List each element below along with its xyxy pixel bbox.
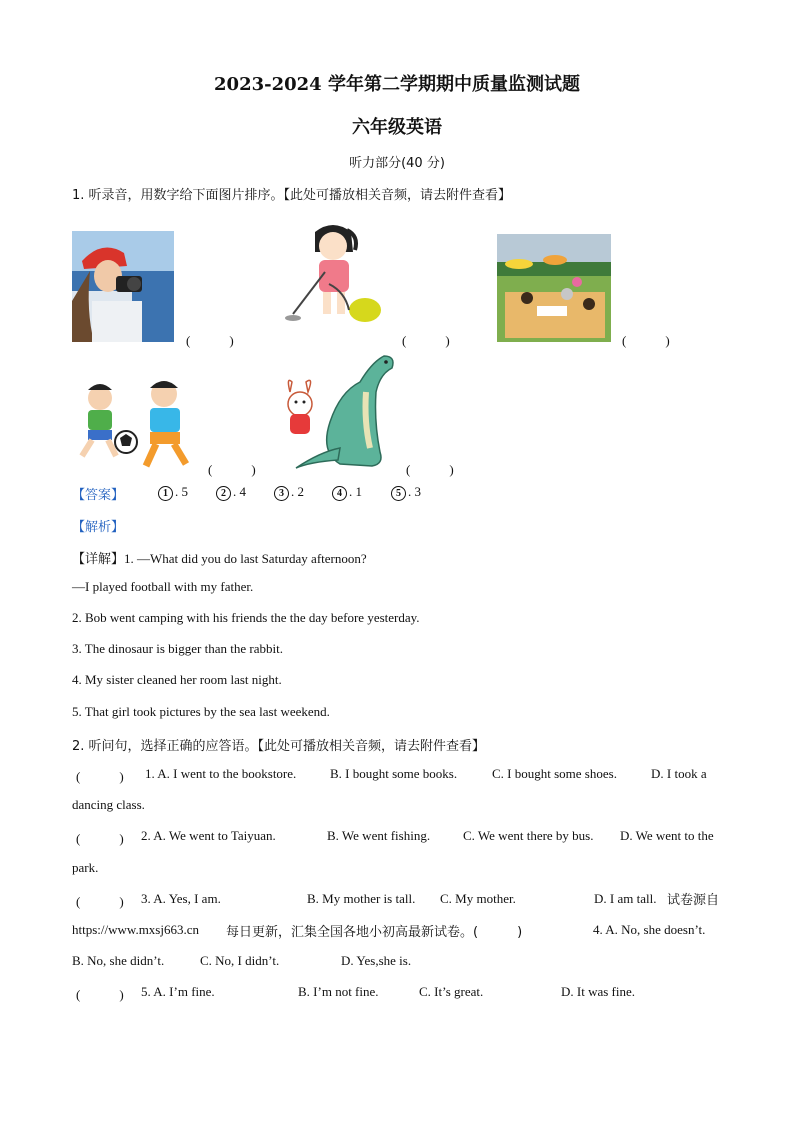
answer-value: . 1 — [349, 484, 362, 499]
answer-value: . 4 — [233, 484, 246, 499]
q2-1-option-c: C. I bought some shoes. — [492, 766, 617, 781]
answer-value: . 5 — [175, 484, 188, 499]
q2-1-option-b: B. I bought some books. — [330, 766, 458, 781]
analysis-line-5: 4. My sister cleaned her room last night. — [72, 672, 282, 687]
answer-label: 【答案】 — [72, 488, 125, 503]
answer-item-5 — [391, 484, 421, 501]
q1-answer-blank-5[interactable]: ( ) — [406, 462, 454, 477]
photo-girl-camera-icon — [72, 231, 174, 342]
q1-answer-blank-1[interactable]: ( ) — [186, 333, 234, 348]
detail-label: 【详解】 — [72, 552, 125, 567]
promo-text: 每日更新，汇集全国各地小初高最新试卷。( ) — [226, 925, 523, 940]
q2-4-option-c: C. No, I didn’t. — [200, 953, 280, 968]
q1-answer-blank-3[interactable]: ( ) — [622, 333, 670, 348]
q1-answer-blank-4[interactable]: ( ) — [208, 462, 256, 477]
photo-picnic-icon — [497, 234, 611, 342]
section-heading: 听力部分(40 分) — [349, 156, 445, 171]
analysis-line-1 — [72, 548, 367, 567]
q2-3-option-a: 3. A. Yes, I am. — [141, 891, 221, 906]
source-note: 试卷源自 — [667, 893, 720, 908]
q2-3-option-d: D. I am tall. — [594, 891, 657, 906]
analysis-line-4: 3. The dinosaur is bigger than the rabbit. — [72, 641, 283, 656]
q2-blank-1[interactable]: ( ) — [76, 769, 124, 784]
analysis-line-2: —I played football with my father. — [72, 579, 254, 594]
girl-vacuuming-icon — [285, 222, 385, 327]
q2-blank-3[interactable]: ( ) — [76, 894, 124, 909]
rabbit-dinosaur-icon — [280, 352, 400, 472]
answer-item-1 — [158, 484, 188, 501]
q2-5-option-c: C. It’s great. — [419, 984, 484, 999]
q2-4-option-d: D. Yes,she is. — [341, 953, 412, 968]
q1-prompt: 1. 听录音，用数字给下面图片排序。【此处可播放相关音频，请去附件查看】 — [72, 188, 512, 203]
analysis-label: 【解析】 — [72, 520, 125, 535]
answer-value: . 3 — [408, 484, 421, 499]
exam-title: 2023-2024 学年第二学期期中质量监测试题 — [214, 74, 580, 95]
q2-3-option-b: B. My mother is tall. — [307, 891, 416, 906]
exam-subtitle: 六年级英语 — [352, 117, 442, 138]
circled-number: 3 — [274, 486, 289, 501]
answer-item-2 — [216, 484, 246, 501]
circled-number: 4 — [332, 486, 347, 501]
q2-2-option-b: B. We went fishing. — [327, 828, 431, 843]
answer-item-3 — [274, 484, 304, 501]
q2-1-option-a: 1. A. I went to the bookstore. — [145, 766, 297, 781]
q2-2-option-d: D. We went to the — [620, 828, 714, 843]
circled-number: 2 — [216, 486, 231, 501]
q2-5-option-d: D. It was fine. — [561, 984, 636, 999]
q2-prompt: 2. 听问句，选择正确的应答语。【此处可播放相关音频，请去附件查看】 — [72, 739, 486, 754]
q2-2-option-a: 2. A. We went to Taiyuan. — [141, 828, 276, 843]
answer-value: . 2 — [291, 484, 304, 499]
q2-1-option-d: D. I took a — [651, 766, 707, 781]
q2-5-option-b: B. I’m not fine. — [298, 984, 379, 999]
q2-3-option-c: C. My mother. — [440, 891, 516, 906]
q2-5-option-a: 5. A. I’m fine. — [141, 984, 215, 999]
q2-2-option-c: C. We went there by bus. — [463, 828, 594, 843]
analysis-line-6: 5. That girl took pictures by the sea last weekend. — [72, 704, 330, 719]
q1-answer-blank-2[interactable]: ( ) — [402, 333, 450, 348]
boys-football-icon — [76, 376, 198, 472]
q2-blank-5[interactable]: ( ) — [76, 987, 124, 1002]
q2-4-option-a: 4. A. No, she doesn’t. — [593, 922, 706, 937]
circled-number: 1 — [158, 486, 173, 501]
q2-4-option-b: B. No, she didn’t. — [72, 953, 165, 968]
q2-2-option-d-cont: park. — [72, 860, 99, 875]
analysis-text: 1. —What did you do last Saturday afternoon? — [124, 551, 367, 566]
analysis-line-3: 2. Bob went camping with his friends the the day before yesterday. — [72, 610, 420, 625]
answer-item-4 — [332, 484, 362, 501]
source-link[interactable]: https://www.mxsj663.cn — [72, 922, 199, 937]
q2-1-option-d-cont: dancing class. — [72, 797, 145, 812]
circled-number: 5 — [391, 486, 406, 501]
q2-blank-2[interactable]: ( ) — [76, 831, 124, 846]
